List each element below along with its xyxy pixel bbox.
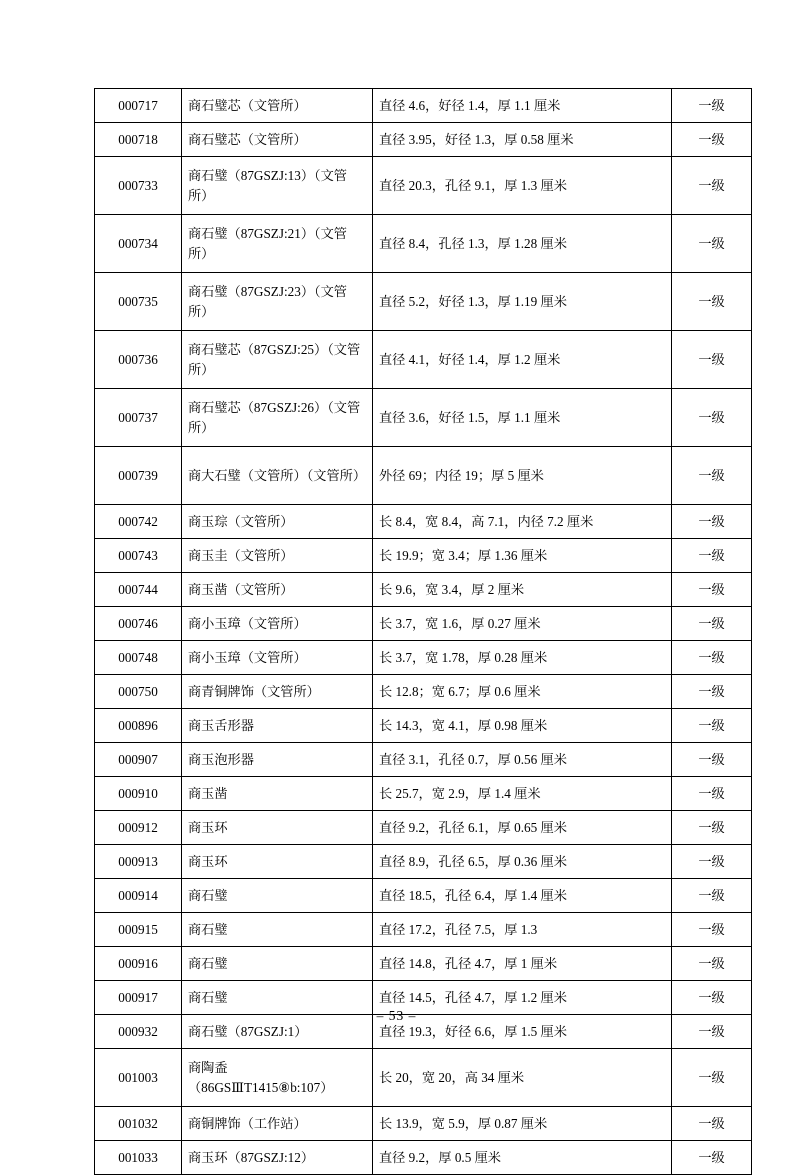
cell-grade: 一级	[672, 947, 752, 981]
cell-object-id: 000913	[95, 845, 182, 879]
cell-grade: 一级	[672, 539, 752, 573]
cell-object-id: 000736	[95, 331, 182, 389]
cell-object-name: 商石璧	[182, 981, 373, 1015]
cell-object-name: 商石璧芯（文管所）	[182, 89, 373, 123]
table-row	[95, 1141, 752, 1175]
table-row	[95, 273, 752, 331]
table-row	[95, 675, 752, 709]
cell-dimensions: 长 9.6，宽 3.4，厚 2 厘米	[373, 573, 672, 607]
cell-object-name: 商石璧（87GSZJ:23）（文管所）	[182, 273, 373, 331]
table-row	[95, 811, 752, 845]
cell-object-name: 商小玉璋（文管所）	[182, 641, 373, 675]
cell-object-id: 000739	[95, 447, 182, 505]
cell-object-id: 000746	[95, 607, 182, 641]
cell-object-name: 商石璧芯（文管所）	[182, 123, 373, 157]
cell-object-id: 001032	[95, 1107, 182, 1141]
cell-dimensions: 直径 14.8，孔径 4.7，厚 1 厘米	[373, 947, 672, 981]
cell-object-id: 000733	[95, 157, 182, 215]
cell-grade: 一级	[672, 709, 752, 743]
cell-object-id: 000907	[95, 743, 182, 777]
cell-object-id: 000718	[95, 123, 182, 157]
cell-object-name: 商玉环	[182, 811, 373, 845]
cell-grade: 一级	[672, 331, 752, 389]
cell-grade: 一级	[672, 89, 752, 123]
cell-object-name	[182, 1049, 373, 1107]
cell-object-id: 000915	[95, 913, 182, 947]
cell-grade: 一级	[672, 273, 752, 331]
cell-object-id: 000744	[95, 573, 182, 607]
cell-grade: 一级	[672, 675, 752, 709]
cell-dimensions: 长 8.4，宽 8.4，高 7.1，内径 7.2 厘米	[373, 505, 672, 539]
table-row	[95, 389, 752, 447]
table-row	[95, 845, 752, 879]
cell-object-id: 000734	[95, 215, 182, 273]
cell-dimensions: 直径 3.95，好径 1.3，厚 0.58 厘米	[373, 123, 672, 157]
page-number: – 53 –	[376, 1008, 417, 1023]
table-row	[95, 777, 752, 811]
cell-dimensions: 直径 5.2，好径 1.3，厚 1.19 厘米	[373, 273, 672, 331]
cell-dimensions: 直径 14.5，孔径 4.7，厚 1.2 厘米	[373, 981, 672, 1015]
cell-object-id: 000910	[95, 777, 182, 811]
cell-object-name-line: 商陶盉	[188, 1060, 228, 1076]
cell-object-name: 商石璧	[182, 947, 373, 981]
cell-dimensions: 长 3.7，宽 1.78，厚 0.28 厘米	[373, 641, 672, 675]
cell-grade: 一级	[672, 1107, 752, 1141]
table-row	[95, 913, 752, 947]
cell-grade: 一级	[672, 913, 752, 947]
table-row	[95, 879, 752, 913]
cell-object-name: 商石璧（87GSZJ:13）（文管所）	[182, 157, 373, 215]
cell-object-name: 商石璧（87GSZJ:1）	[182, 1015, 373, 1049]
cell-object-id: 000912	[95, 811, 182, 845]
cell-object-name: 商石璧芯（87GSZJ:25）（文管所）	[182, 331, 373, 389]
cell-dimensions: 直径 4.6，好径 1.4，厚 1.1 厘米	[373, 89, 672, 123]
cell-grade: 一级	[672, 1141, 752, 1175]
cell-object-id: 000717	[95, 89, 182, 123]
cell-object-id: 001033	[95, 1141, 182, 1175]
cell-object-name: 商石璧芯（87GSZJ:26）（文管所）	[182, 389, 373, 447]
cell-dimensions: 直径 8.9，孔径 6.5，厚 0.36 厘米	[373, 845, 672, 879]
cell-object-name: 商大石璧（文管所）（文管所）	[182, 447, 373, 505]
cell-dimensions: 长 12.8；宽 6.7；厚 0.6 厘米	[373, 675, 672, 709]
cell-object-id: 000896	[95, 709, 182, 743]
table-row	[95, 89, 752, 123]
cell-dimensions: 直径 20.3，孔径 9.1，厚 1.3 厘米	[373, 157, 672, 215]
cell-grade: 一级	[672, 811, 752, 845]
cell-object-id: 000917	[95, 981, 182, 1015]
cell-object-id: 000932	[95, 1015, 182, 1049]
cell-dimensions: 直径 9.2，厚 0.5 厘米	[373, 1141, 672, 1175]
cell-object-name-line: （86GSⅢT1415⑧b:107）	[188, 1079, 334, 1095]
cell-dimensions: 长 3.7，宽 1.6，厚 0.27 厘米	[373, 607, 672, 641]
cell-object-name: 商玉琮（文管所）	[182, 505, 373, 539]
table-row	[95, 215, 752, 273]
cell-grade: 一级	[672, 157, 752, 215]
cell-object-id: 000750	[95, 675, 182, 709]
cell-dimensions: 直径 17.2，孔径 7.5，厚 1.3	[373, 913, 672, 947]
cell-object-name: 商玉圭（文管所）	[182, 539, 373, 573]
cell-object-id: 001003	[95, 1049, 182, 1107]
cell-grade: 一级	[672, 389, 752, 447]
cell-object-id: 000742	[95, 505, 182, 539]
cell-dimensions: 直径 9.2，孔径 6.1，厚 0.65 厘米	[373, 811, 672, 845]
cell-object-name: 商玉环	[182, 845, 373, 879]
cell-object-name: 商铜牌饰（工作站）	[182, 1107, 373, 1141]
table-row	[95, 539, 752, 573]
cell-dimensions: 直径 3.1，孔径 0.7，厚 0.56 厘米	[373, 743, 672, 777]
cell-dimensions: 直径 8.4，孔径 1.3，厚 1.28 厘米	[373, 215, 672, 273]
cell-dimensions: 长 20，宽 20，高 34 厘米	[373, 1049, 672, 1107]
cell-dimensions: 长 13.9，宽 5.9，厚 0.87 厘米	[373, 1107, 672, 1141]
cell-object-id: 000916	[95, 947, 182, 981]
cell-object-name: 商玉凿（文管所）	[182, 573, 373, 607]
cell-grade: 一级	[672, 879, 752, 913]
table-row	[95, 447, 752, 505]
cell-object-id: 000743	[95, 539, 182, 573]
cell-dimensions: 长 14.3，宽 4.1，厚 0.98 厘米	[373, 709, 672, 743]
cell-object-id: 000914	[95, 879, 182, 913]
cell-grade: 一级	[672, 845, 752, 879]
cell-object-name: 商石璧	[182, 913, 373, 947]
cell-dimensions: 长 25.7，宽 2.9，厚 1.4 厘米	[373, 777, 672, 811]
table-row	[95, 505, 752, 539]
cell-dimensions: 直径 3.6，好径 1.5，厚 1.1 厘米	[373, 389, 672, 447]
cell-grade: 一级	[672, 573, 752, 607]
cell-grade: 一级	[672, 505, 752, 539]
cell-dimensions: 外径 69；内径 19；厚 5 厘米	[373, 447, 672, 505]
cell-grade: 一级	[672, 123, 752, 157]
cell-object-name: 商青铜牌饰（文管所）	[182, 675, 373, 709]
cell-object-name: 商玉凿	[182, 777, 373, 811]
cell-object-name: 商玉泡形器	[182, 743, 373, 777]
cell-grade: 一级	[672, 641, 752, 675]
table-row	[95, 1049, 752, 1107]
cell-object-id: 000737	[95, 389, 182, 447]
table-row	[95, 157, 752, 215]
table-row	[95, 743, 752, 777]
cell-grade: 一级	[672, 215, 752, 273]
table-row	[95, 123, 752, 157]
cell-object-name: 商玉环（87GSZJ:12）	[182, 1141, 373, 1175]
table-row	[95, 641, 752, 675]
cell-dimensions: 直径 18.5，孔径 6.4，厚 1.4 厘米	[373, 879, 672, 913]
table-row	[95, 709, 752, 743]
table-row	[95, 947, 752, 981]
cell-grade: 一级	[672, 1015, 752, 1049]
cell-object-id: 000748	[95, 641, 182, 675]
cell-object-name: 商小玉璋（文管所）	[182, 607, 373, 641]
cell-object-name: 商石璧	[182, 879, 373, 913]
cell-object-name: 商石璧（87GSZJ:21）（文管所）	[182, 215, 373, 273]
cell-grade: 一级	[672, 743, 752, 777]
cell-dimensions: 直径 4.1，好径 1.4，厚 1.2 厘米	[373, 331, 672, 389]
cell-grade: 一级	[672, 1049, 752, 1107]
cell-grade: 一级	[672, 447, 752, 505]
cell-grade: 一级	[672, 777, 752, 811]
table-row	[95, 1107, 752, 1141]
cell-dimensions: 直径 19.3，好径 6.6，厚 1.5 厘米	[373, 1015, 672, 1049]
cell-dimensions: 长 19.9；宽 3.4；厚 1.36 厘米	[373, 539, 672, 573]
cell-grade: 一级	[672, 981, 752, 1015]
table-row	[95, 331, 752, 389]
table-row	[95, 573, 752, 607]
cell-object-name: 商玉舌形器	[182, 709, 373, 743]
cell-grade: 一级	[672, 607, 752, 641]
cell-object-id: 000735	[95, 273, 182, 331]
table-row	[95, 607, 752, 641]
